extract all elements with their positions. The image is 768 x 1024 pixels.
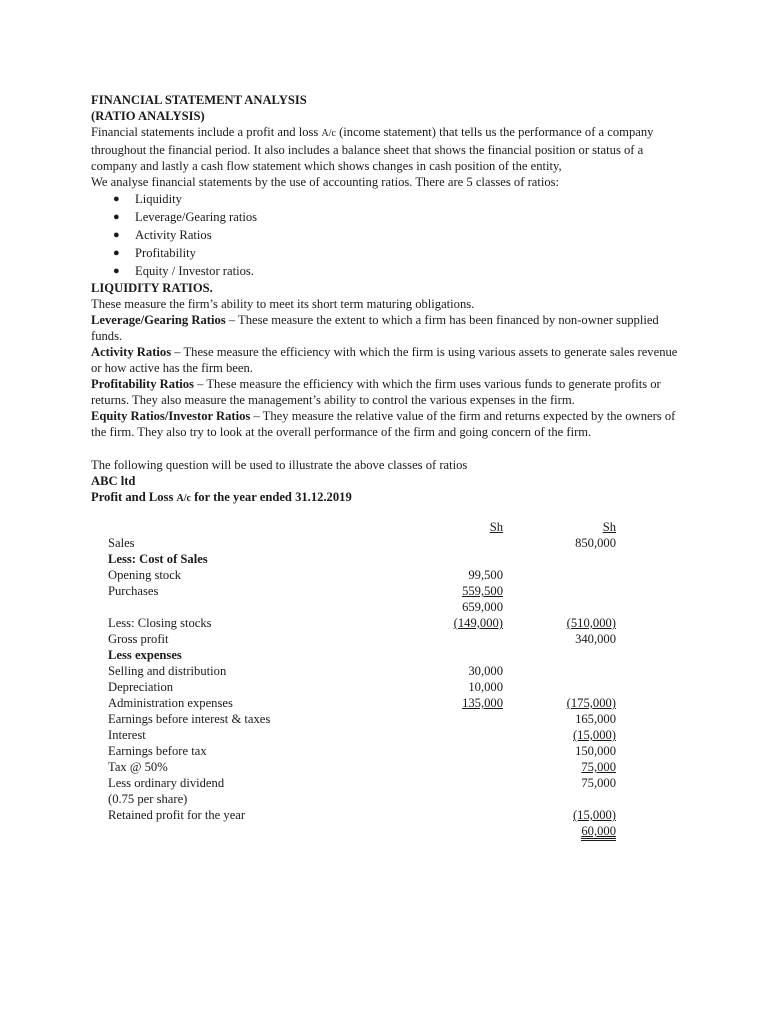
bullet-icon: ●	[113, 247, 120, 259]
list-item	[91, 190, 691, 208]
row-label: Administration expenses	[108, 696, 233, 710]
table-row	[91, 695, 631, 711]
activity-text: – These measure the efficiency with which the firm is using various assets to generate sales revenue or how active has the firm been.	[91, 345, 678, 375]
table-row	[91, 599, 631, 615]
table-row	[91, 583, 631, 599]
row-amount-col1	[413, 567, 503, 583]
profitability-term: Profitability Ratios	[91, 377, 194, 391]
row-label: Interest	[108, 728, 146, 742]
list-item-label: Activity Ratios	[135, 228, 212, 242]
row-amount-col1	[413, 599, 503, 615]
amount-value: Sh	[602, 520, 616, 534]
row-amount-col2	[516, 743, 616, 759]
row-label: Selling and distribution	[108, 664, 227, 678]
amount-value: 135,000	[462, 696, 503, 710]
table-row	[91, 823, 631, 839]
company-name: ABC ltd	[91, 474, 136, 488]
table-row	[91, 807, 631, 823]
table-row	[91, 711, 631, 727]
list-item	[91, 262, 691, 280]
row-amount-col2	[516, 695, 616, 711]
amount-value: (510,000)	[566, 616, 616, 630]
amount-value: 30,000	[468, 664, 503, 678]
row-amount-col2	[516, 775, 616, 791]
amount-value: (15,000)	[572, 808, 616, 822]
amount-value: 850,000	[575, 536, 616, 550]
bullet-icon: ●	[113, 265, 120, 277]
document-subtitle: (RATIO ANALYSIS)	[91, 109, 205, 123]
illustration-intro: The following question will be used to illustrate the above classes of ratios	[91, 458, 468, 472]
profitability-paragraph	[91, 376, 691, 408]
table-row	[91, 791, 631, 807]
liquidity-text: These measure the firm’s ability to meet its short term maturing obligations.	[91, 297, 475, 311]
table-row	[91, 519, 631, 535]
row-label: Earnings before tax	[108, 744, 207, 758]
ratio-classes-list	[91, 190, 691, 280]
equity-term: Equity Ratios/Investor Ratios	[91, 409, 251, 423]
list-item-label: Leverage/Gearing ratios	[135, 210, 258, 224]
row-label: Depreciation	[108, 680, 174, 694]
document-title: FINANCIAL STATEMENT ANALYSIS	[91, 93, 307, 107]
table-row	[91, 615, 631, 631]
bullet-icon: ●	[113, 193, 120, 205]
profitability-text: – These measure the efficiency with which the firm uses various funds to generate profits or returns. They also measure the management’s ability to control the various expenses in the firm.	[91, 377, 661, 407]
table-row	[91, 631, 631, 647]
row-label: Sales	[108, 536, 135, 550]
row-amount-col1	[413, 679, 503, 695]
row-amount-col2	[516, 519, 616, 535]
table-row	[91, 535, 631, 551]
amount-value: (149,000)	[453, 616, 503, 630]
amount-value: 659,000	[462, 600, 503, 614]
list-item-label: Profitability	[135, 246, 196, 260]
leverage-text: – These measure the extent to which a firm has been financed by non-owner supplied funds.	[91, 313, 659, 343]
row-amount-col2	[516, 535, 616, 551]
bullet-icon: ●	[113, 211, 120, 223]
row-label: Less ordinary dividend	[108, 776, 225, 790]
row-label: Purchases	[108, 584, 159, 598]
row-label: Earnings before interest & taxes	[108, 712, 271, 726]
activity-paragraph	[91, 344, 691, 376]
spacer	[91, 440, 691, 457]
leverage-paragraph	[91, 312, 691, 344]
list-item	[91, 208, 691, 226]
table-row	[91, 679, 631, 695]
row-amount-col2	[516, 711, 616, 727]
equity-text: – They measure the relative value of the firm and returns expected by the owners of the firm. They also try to look at the overall performance of the firm and going concern of the firm.	[91, 409, 676, 439]
amount-value: 75,000	[581, 776, 616, 790]
liquidity-heading: LIQUIDITY RATIOS.	[91, 281, 213, 295]
intro-text-a: Financial statements include a profit and loss	[91, 125, 322, 139]
pl-title-ac: A/c	[176, 493, 191, 504]
amount-value: Sh	[489, 520, 503, 534]
row-label: Retained profit for the year	[108, 808, 246, 822]
pl-title	[91, 489, 691, 507]
row-label: Less: Cost of Sales	[108, 552, 208, 566]
table-row	[91, 551, 631, 567]
table-row	[91, 759, 631, 775]
row-amount-col2	[516, 759, 616, 775]
activity-term: Activity Ratios	[91, 345, 172, 359]
equity-paragraph	[91, 408, 691, 440]
list-item	[91, 244, 691, 262]
amount-value: 150,000	[575, 744, 616, 758]
row-amount-col2	[516, 727, 616, 743]
amount-value: 559,500	[462, 584, 503, 598]
row-amount-col2	[516, 823, 616, 841]
row-label: Opening stock	[108, 568, 182, 582]
table-row	[91, 727, 631, 743]
intro-paragraph	[91, 124, 691, 174]
row-label: Gross profit	[108, 632, 169, 646]
row-amount-col1	[413, 583, 503, 599]
pl-title-b: for the year ended 31.12.2019	[190, 490, 352, 504]
table-row	[91, 743, 631, 759]
amount-value: 60,000	[581, 825, 616, 841]
row-amount-col2	[516, 807, 616, 823]
table-row	[91, 567, 631, 583]
list-item-label: Equity / Investor ratios.	[135, 264, 254, 278]
intro-text-b: (income statement) that tells us the performance of a company throughout the financial period. It also includes a balance sheet that shows the financial position or status of a company and lastly a cash flow statement which shows changes in cash position of the entity,	[91, 125, 654, 173]
list-item	[91, 226, 691, 244]
table-row	[91, 775, 631, 791]
row-amount-col1	[413, 663, 503, 679]
row-amount-col2	[516, 615, 616, 631]
amount-value: 340,000	[575, 632, 616, 646]
row-amount-col1	[413, 695, 503, 711]
intro-ac: A/c	[321, 128, 336, 139]
amount-value: (175,000)	[566, 696, 616, 710]
document-body	[91, 92, 691, 507]
amount-value: 165,000	[575, 712, 616, 726]
profit-loss-table	[91, 519, 631, 839]
amount-value: 75,000	[581, 760, 616, 774]
row-amount-col1	[413, 519, 503, 535]
table-row	[91, 647, 631, 663]
row-amount-col2	[516, 631, 616, 647]
leverage-term: Leverage/Gearing Ratios	[91, 313, 226, 327]
bullet-icon: ●	[113, 229, 120, 241]
list-item-label: Liquidity	[135, 192, 182, 206]
row-label: (0.75 per share)	[108, 792, 188, 806]
pl-title-a: Profit and Loss	[91, 490, 177, 504]
row-label: Tax @ 50%	[108, 760, 168, 774]
row-label: Less: Closing stocks	[108, 616, 212, 630]
table-row	[91, 663, 631, 679]
ratio-classes-intro: We analyse financial statements by the use of accounting ratios. There are 5 classes of ratios:	[91, 175, 560, 189]
amount-value: 99,500	[468, 568, 503, 582]
row-amount-col1	[413, 615, 503, 631]
amount-value: 10,000	[468, 680, 503, 694]
row-label: Less expenses	[108, 648, 182, 662]
amount-value: (15,000)	[572, 728, 616, 742]
